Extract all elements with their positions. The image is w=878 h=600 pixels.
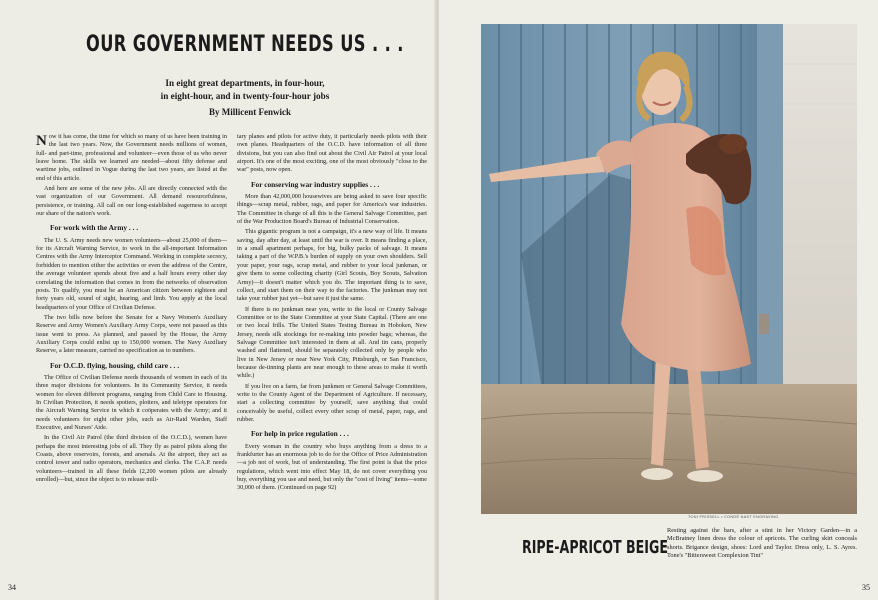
paragraph: More than 42,000,000 housewives are being asked to save four specific things—scrap metal, rubber, rags, and paper for America's war industries. The Committee in charge of all this is the General Salvage Committee, part of the War Production Board's Bureau of Industrial Conservation. [237,193,427,226]
paragraph-text: ow it has come, the time for which so many of us have been training in the last two years. Now, the Government needs millions of women, full- and part-time, professional and volunteer—even those of us who never leave home. The skills we learned are needed—about fifty defense and wartime jobs, outlined in Vogue during the last two years, are listed at the end of this article. [36,133,227,182]
drop-cap: N [36,133,47,149]
article-headline: OUR GOVERNMENT NEEDS US . . . [86,32,404,57]
fashion-photograph [481,24,857,514]
paragraph: The U. S. Army needs new women volunteers—about 25,000 of them—for its Aircraft Warning Service, to work in the all-important Information Centres with the Army Interceptor Command. Working in complete secrecy, forbidden to mention either the activities or even the address of the Centre, the average volunteer spends about five and a half hours every other day correlating the information that comes in from the networks of observation posts. To qualify, you must be an American citizen between eighteen and forty years old, sound of sight, hearing, and limb. You apply at the local headquarters of your Office of Civilian Defense. [36,236,227,311]
paragraph: The two bills now before the Senate for a Navy Women's Auxiliary Reserve and Army Women's Auxiliary Army Corps, were not passed as this issue went to press. As planned, and passed by the House, the Army Auxiliary Corps could enlist up to 150,000 women. The Navy Auxiliary Reserve, a later measure, carried no specification as to numbers. [36,313,227,355]
article-deck [110,77,380,103]
deck-line: in eight-hour, and in twenty-four-hour jobs [160,91,330,101]
photo-credit: TONI FRISSELL • CONDÉ NAST ENGRAVING [688,515,779,519]
deck-line: In eight great departments, in four-hour, [165,78,325,88]
paragraph: In the Civil Air Patrol (the third division of the O.C.D.), women have perhaps the most interesting jobs of all. They fly as patrol pilots along the Coasts, above reservoirs, forests, and arsenals. At the airport, they act as control tower and radio operators, mechanics and clerks. The C.A.P. needs volunteers—trained in all these fields (2,200 women pilots are already enrolled)—but, since the object is to release mili- [36,434,227,484]
paragraph: And here are some of the new jobs. All are directly connected with the vast organization of our Government. All demand resourcefulness, persistence, or training. All call on our long-established eagerness to accept our share of the nation's work. [36,185,227,218]
page-number: 35 [862,583,870,592]
left-page [0,0,436,600]
byline: By Millicent Fenwick [209,107,291,117]
photo-title: RIPE-APRICOT BEIGE [522,537,668,558]
paragraph: If you live on a farm, far from junkmen or General Salvage Committees, write to the County Agent of the Department of Agriculture. If necessary, start a collecting committee by yourself, save anything that could conceivably be useful, collect every other scrap of metal, paper, rags, and rubber. [237,382,427,423]
section-heading: For conserving war industry supplies . . . [251,179,380,189]
paragraph: If there is no junkman near you, write to the local or County Salvage Committee or to the State Committee at your State Capital. (There are one or two local frills. The United States Testing Bureau in Hoboken, New Jersey, needs silk stockings for re-making into powder bags; whereas, the Salvage Committee isn't interested in them at all. And tin cans, properly washed and flattened, should be separately collected only by people who live in New Jersey or near New York City, Pittsburgh, or San Francisco, because de-tinning plants are near enough to these areas to make it worth while.) [237,305,427,380]
page-number: 34 [8,583,16,592]
photo-caption: Resting against the bars, after a stint in her Victory Garden—in a McBratney linen dress the colour of apricots. The curling skirt conceals shorts. Brigance design, shoes: Lord and Taylor. Dress only, L. S. Ayres. Tone's "Bittersweet Complexion Tint" [667,527,857,560]
text-column-2 [237,133,427,495]
paragraph [36,133,227,183]
section-heading: For work with the Army . . . [50,223,139,233]
paragraph: Every woman in the country who buys anything from a dress to a frankfurter has an enormous job to do for the Office of Price Administration—a job not of work, but of understanding. The first point is that the price regulations, which went into effect May 18, do not cover everything you buy, everything you use and need, but only the "cost of living" items—some 30,000 of them. (Continued on page 92) [237,442,427,492]
paragraph: The Office of Civilian Defense needs thousands of women in each of its three major divisions for volunteers. In its Community Service, it needs women for eleven different programs, ranging from Child Care to Housing. In Civilian Protection, it needs spotters, plotters, and teletype operators for the Aircraft Warning Service in which it coöperates with the Army; and it needs volunteers for eight other jobs, such as Air-Raid Warden, Staff Executive, and Nurses' Aide. [36,373,227,431]
paragraph: This gigantic program is not a campaign, it's a new way of life. It means saving, day after day, at least until the war is over. It means finding a place, in a small apartment perhaps, for big, bulky packs of salvage. It means taking a part of the W.P.B.'s burden of supply on your own shoulders. Sell your paper, your rags, scrap metal, and rubber to your local junkman, or give them to some collecting charity (Girl Scouts, Boy Scouts, Salvation Army)—it doesn't matter which you do. The important thing is to save, collect, and start them on their way to the factories. The junkman may not take your rubber just yet—but save it just the same. [237,228,427,303]
section-heading: For help in price regulation . . . [251,429,349,439]
photo-illustration [481,24,857,514]
section-heading: For O.C.D. flying, housing, child care . . . [50,360,180,370]
paragraph: tary planes and pilots for active duty, it particularly needs pilots with their own planes. Headquarters of the O.C.D. have information of all three divisions, but you can also find out about the Civil Air Patrol at your local airport. It's one of the most exciting, one of the most obviously "close to the war" posts, now open. [237,133,427,174]
text-column-1 [36,133,227,486]
